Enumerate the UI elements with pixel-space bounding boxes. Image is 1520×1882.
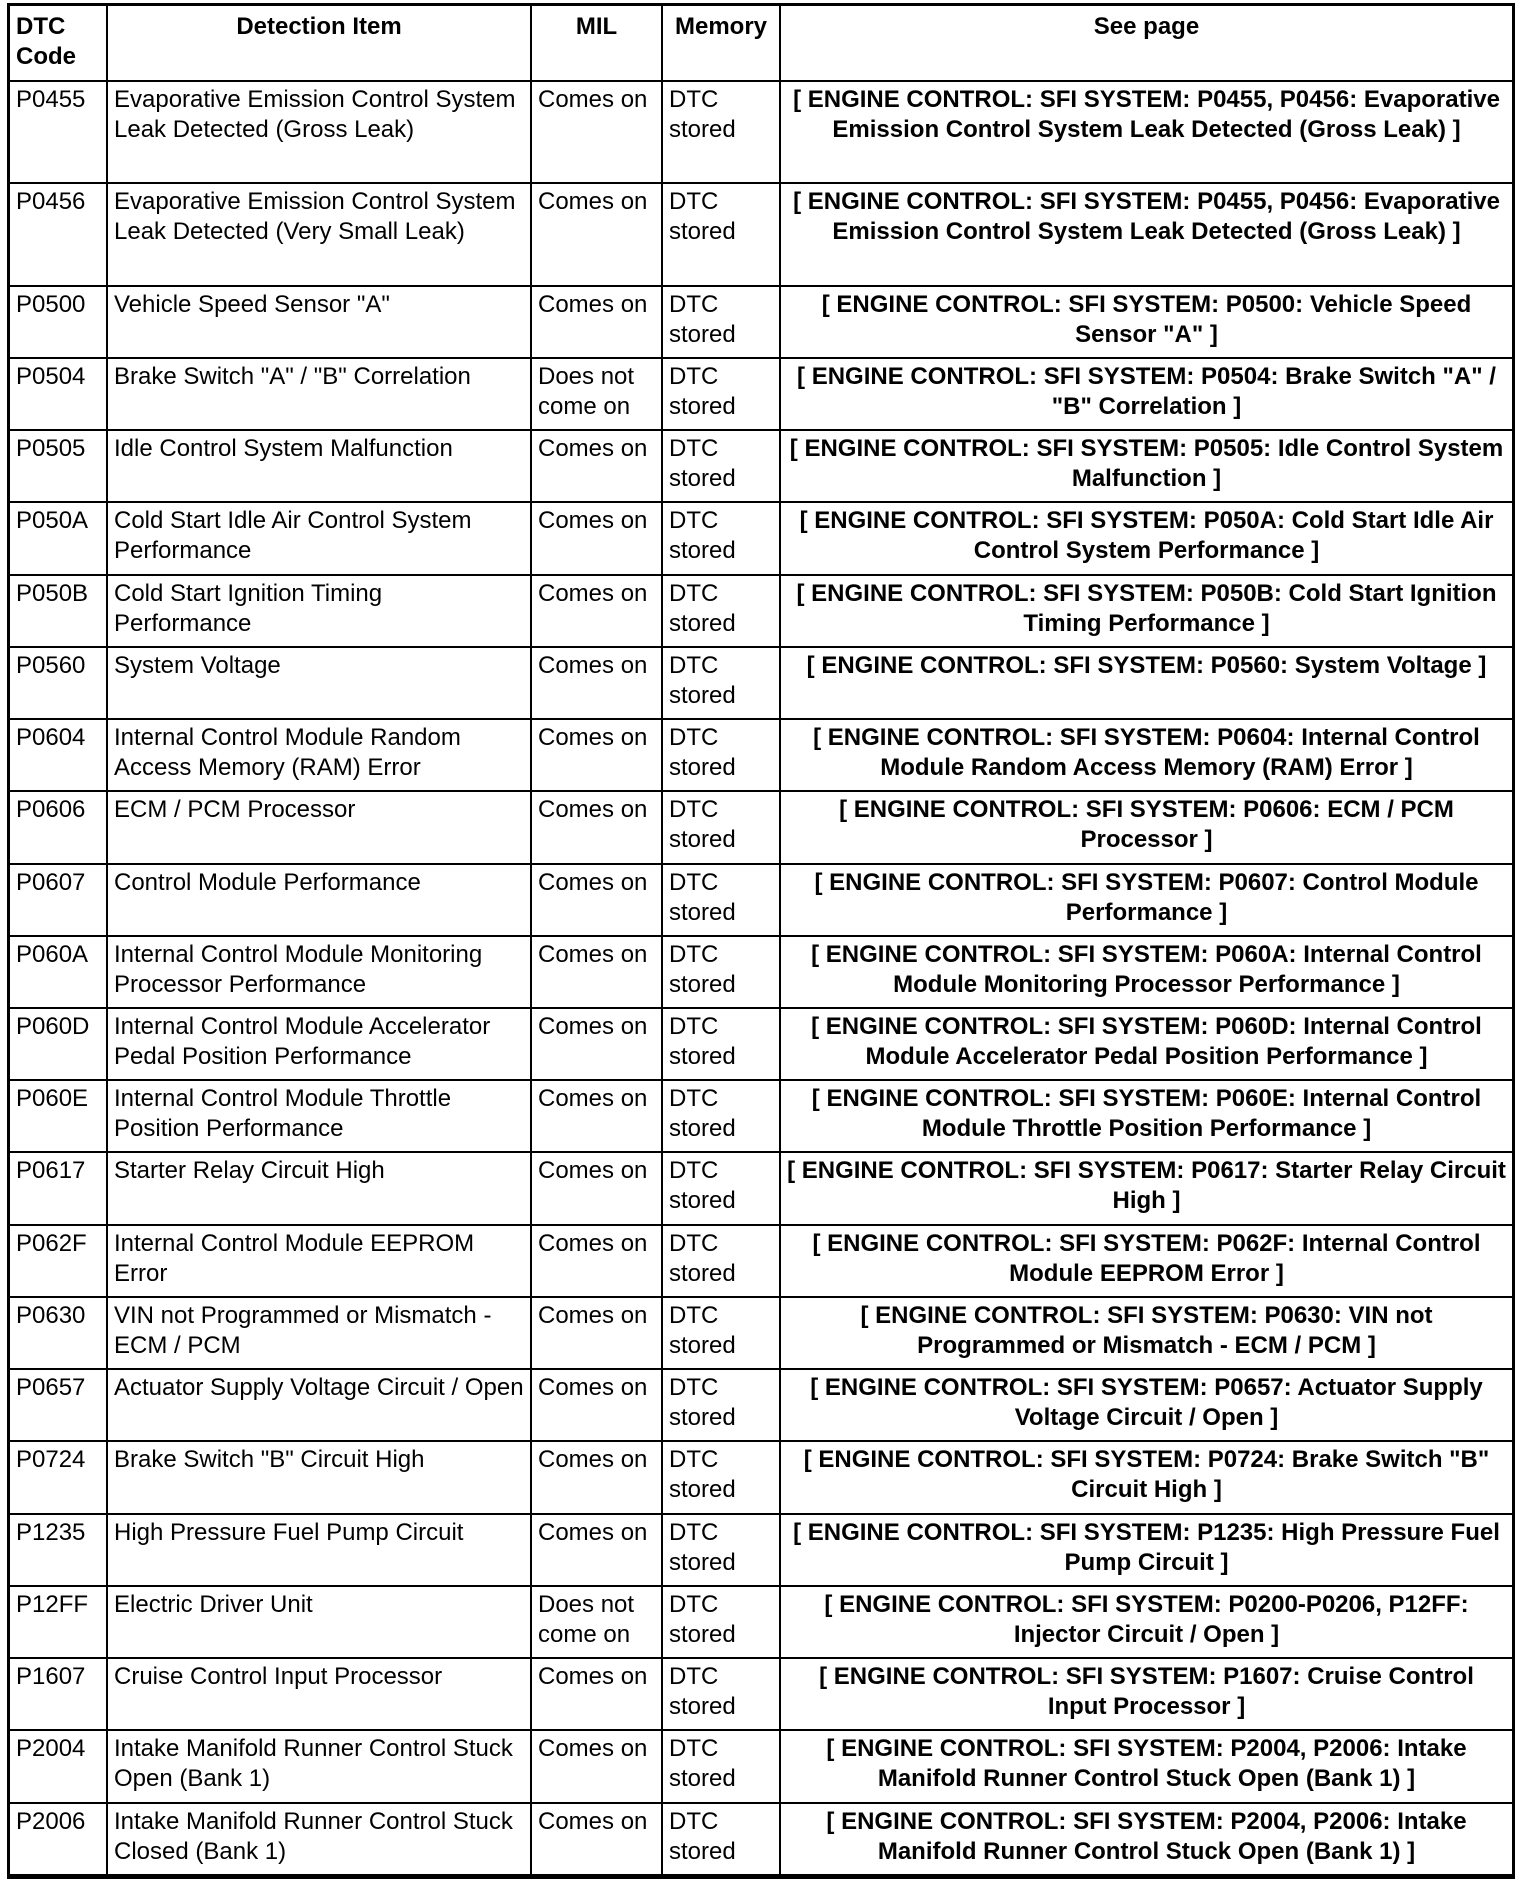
see-page-link[interactable]: [ ENGINE CONTROL: SFI SYSTEM: P0606: ECM / PCM Processor ] <box>780 791 1513 863</box>
table-row <box>9 791 1513 863</box>
see-page-link[interactable]: [ ENGINE CONTROL: SFI SYSTEM: P060D: Internal Control Module Accelerator Pedal Position Performance ] <box>780 1008 1513 1080</box>
table-row <box>9 1803 1513 1875</box>
mil-status-cell: Comes on <box>531 1441 662 1513</box>
table-row <box>9 864 1513 936</box>
dtc-code-cell: P0604 <box>9 719 107 791</box>
dtc-table <box>8 4 1514 1876</box>
see-page-link[interactable]: [ ENGINE CONTROL: SFI SYSTEM: P0200-P0206, P12FF: Injector Circuit / Open ] <box>780 1586 1513 1658</box>
table-row <box>9 286 1513 358</box>
table-row <box>9 502 1513 574</box>
memory-status-cell: DTC stored <box>662 1008 780 1080</box>
mil-status-cell: Comes on <box>531 791 662 863</box>
mil-status-cell: Comes on <box>531 1658 662 1730</box>
dtc-code-cell: P0456 <box>9 183 107 285</box>
mil-status-cell: Comes on <box>531 647 662 719</box>
memory-status-cell: DTC stored <box>662 1080 780 1152</box>
detection-item-cell: Vehicle Speed Sensor "A" <box>107 286 531 358</box>
dtc-code-cell: P1235 <box>9 1514 107 1586</box>
mil-status-cell: Comes on <box>531 1152 662 1224</box>
detection-item-cell: Actuator Supply Voltage Circuit / Open <box>107 1369 531 1441</box>
detection-item-cell: Intake Manifold Runner Control Stuck Closed (Bank 1) <box>107 1803 531 1875</box>
detection-item-cell: VIN not Programmed or Mismatch - ECM / PCM <box>107 1297 531 1369</box>
dtc-code-cell: P060E <box>9 1080 107 1152</box>
see-page-link[interactable]: [ ENGINE CONTROL: SFI SYSTEM: P050A: Cold Start Idle Air Control System Performance ] <box>780 502 1513 574</box>
detection-item-cell: Evaporative Emission Control System Leak Detected (Gross Leak) <box>107 81 531 183</box>
table-row <box>9 1586 1513 1658</box>
see-page-link[interactable]: [ ENGINE CONTROL: SFI SYSTEM: P1607: Cruise Control Input Processor ] <box>780 1658 1513 1730</box>
see-page-link[interactable]: [ ENGINE CONTROL: SFI SYSTEM: P0617: Starter Relay Circuit High ] <box>780 1152 1513 1224</box>
dtc-code-cell: P2004 <box>9 1730 107 1802</box>
memory-status-cell: DTC stored <box>662 1369 780 1441</box>
dtc-code-cell: P0630 <box>9 1297 107 1369</box>
mil-status-cell: Comes on <box>531 864 662 936</box>
see-page-link[interactable]: [ ENGINE CONTROL: SFI SYSTEM: P0455, P0456: Evaporative Emission Control System Leak Detected (Gross Leak) ] <box>780 81 1513 183</box>
see-page-link[interactable]: [ ENGINE CONTROL: SFI SYSTEM: P0630: VIN not Programmed or Mismatch - ECM / PCM ] <box>780 1297 1513 1369</box>
table-row <box>9 1080 1513 1152</box>
dtc-code-cell: P12FF <box>9 1586 107 1658</box>
table-row <box>9 430 1513 502</box>
memory-status-cell: DTC stored <box>662 286 780 358</box>
memory-status-cell: DTC stored <box>662 1586 780 1658</box>
mil-status-cell: Comes on <box>531 1369 662 1441</box>
dtc-code-cell: P2006 <box>9 1803 107 1875</box>
detection-item-cell: Idle Control System Malfunction <box>107 430 531 502</box>
detection-item-cell: Evaporative Emission Control System Leak Detected (Very Small Leak) <box>107 183 531 285</box>
detection-item-cell: Electric Driver Unit <box>107 1586 531 1658</box>
memory-status-cell: DTC stored <box>662 183 780 285</box>
table-row <box>9 719 1513 791</box>
mil-status-cell: Does not come on <box>531 358 662 430</box>
memory-status-cell: DTC stored <box>662 502 780 574</box>
dtc-code-cell: P0500 <box>9 286 107 358</box>
table-row <box>9 1514 1513 1586</box>
table-row <box>9 358 1513 430</box>
see-page-link[interactable]: [ ENGINE CONTROL: SFI SYSTEM: P0607: Control Module Performance ] <box>780 864 1513 936</box>
header-dtc-code: DTC Code <box>9 5 107 81</box>
memory-status-cell: DTC stored <box>662 430 780 502</box>
detection-item-cell: Internal Control Module Monitoring Processor Performance <box>107 936 531 1008</box>
dtc-code-cell: P050B <box>9 575 107 647</box>
table-row <box>9 1730 1513 1802</box>
see-page-link[interactable]: [ ENGINE CONTROL: SFI SYSTEM: P0657: Actuator Supply Voltage Circuit / Open ] <box>780 1369 1513 1441</box>
detection-item-cell: ECM / PCM Processor <box>107 791 531 863</box>
table-row <box>9 1008 1513 1080</box>
table-row <box>9 575 1513 647</box>
table-row <box>9 183 1513 285</box>
mil-status-cell: Comes on <box>531 183 662 285</box>
detection-item-cell: Internal Control Module EEPROM Error <box>107 1225 531 1297</box>
detection-item-cell: Brake Switch "A" / "B" Correlation <box>107 358 531 430</box>
dtc-code-cell: P060A <box>9 936 107 1008</box>
memory-status-cell: DTC stored <box>662 647 780 719</box>
see-page-link[interactable]: [ ENGINE CONTROL: SFI SYSTEM: P0724: Brake Switch "B" Circuit High ] <box>780 1441 1513 1513</box>
detection-item-cell: Starter Relay Circuit High <box>107 1152 531 1224</box>
table-row <box>9 936 1513 1008</box>
table-row <box>9 1225 1513 1297</box>
detection-item-cell: System Voltage <box>107 647 531 719</box>
mil-status-cell: Comes on <box>531 1803 662 1875</box>
see-page-link[interactable]: [ ENGINE CONTROL: SFI SYSTEM: P0500: Vehicle Speed Sensor "A" ] <box>780 286 1513 358</box>
table-row <box>9 1369 1513 1441</box>
mil-status-cell: Comes on <box>531 575 662 647</box>
see-page-link[interactable]: [ ENGINE CONTROL: SFI SYSTEM: P0455, P0456: Evaporative Emission Control System Leak Detected (Gross Leak) ] <box>780 183 1513 285</box>
mil-status-cell: Comes on <box>531 1297 662 1369</box>
memory-status-cell: DTC stored <box>662 719 780 791</box>
detection-item-cell: Cruise Control Input Processor <box>107 1658 531 1730</box>
dtc-code-cell: P0617 <box>9 1152 107 1224</box>
header-see-page: See page <box>780 5 1513 81</box>
see-page-link[interactable]: [ ENGINE CONTROL: SFI SYSTEM: P060A: Internal Control Module Monitoring Processor Performance ] <box>780 936 1513 1008</box>
see-page-link[interactable]: [ ENGINE CONTROL: SFI SYSTEM: P2004, P2006: Intake Manifold Runner Control Stuck Open (Bank 1) ] <box>780 1803 1513 1875</box>
mil-status-cell: Comes on <box>531 1225 662 1297</box>
mil-status-cell: Comes on <box>531 1080 662 1152</box>
dtc-code-cell: P0607 <box>9 864 107 936</box>
detection-item-cell: High Pressure Fuel Pump Circuit <box>107 1514 531 1586</box>
see-page-link[interactable]: [ ENGINE CONTROL: SFI SYSTEM: P0505: Idle Control System Malfunction ] <box>780 430 1513 502</box>
header-memory: Memory <box>662 5 780 81</box>
memory-status-cell: DTC stored <box>662 358 780 430</box>
header-row <box>9 5 1513 81</box>
memory-status-cell: DTC stored <box>662 1441 780 1513</box>
table-row <box>9 1152 1513 1224</box>
dtc-code-cell: P062F <box>9 1225 107 1297</box>
see-page-link[interactable]: [ ENGINE CONTROL: SFI SYSTEM: P060E: Internal Control Module Throttle Position Performance ] <box>780 1080 1513 1152</box>
mil-status-cell: Comes on <box>531 502 662 574</box>
detection-item-cell: Cold Start Idle Air Control System Performance <box>107 502 531 574</box>
detection-item-cell: Brake Switch "B" Circuit High <box>107 1441 531 1513</box>
table-row <box>9 1441 1513 1513</box>
memory-status-cell: DTC stored <box>662 1152 780 1224</box>
memory-status-cell: DTC stored <box>662 1514 780 1586</box>
dtc-code-cell: P060D <box>9 1008 107 1080</box>
dtc-table-body <box>9 81 1513 1875</box>
detection-item-cell: Intake Manifold Runner Control Stuck Open (Bank 1) <box>107 1730 531 1802</box>
dtc-code-cell: P0505 <box>9 430 107 502</box>
see-page-link[interactable]: [ ENGINE CONTROL: SFI SYSTEM: P062F: Internal Control Module EEPROM Error ] <box>780 1225 1513 1297</box>
header-mil: MIL <box>531 5 662 81</box>
detection-item-cell: Cold Start Ignition Timing Performance <box>107 575 531 647</box>
table-row <box>9 1658 1513 1730</box>
detection-item-cell: Control Module Performance <box>107 864 531 936</box>
memory-status-cell: DTC stored <box>662 1658 780 1730</box>
mil-status-cell: Comes on <box>531 430 662 502</box>
detection-item-cell: Internal Control Module Random Access Memory (RAM) Error <box>107 719 531 791</box>
see-page-link[interactable]: [ ENGINE CONTROL: SFI SYSTEM: P0604: Internal Control Module Random Access Memory (RAM) Error ] <box>780 719 1513 791</box>
memory-status-cell: DTC stored <box>662 791 780 863</box>
memory-status-cell: DTC stored <box>662 864 780 936</box>
table-row <box>9 81 1513 183</box>
memory-status-cell: DTC stored <box>662 1225 780 1297</box>
see-page-link[interactable]: [ ENGINE CONTROL: SFI SYSTEM: P2004, P2006: Intake Manifold Runner Control Stuck Open (Bank 1) ] <box>780 1730 1513 1802</box>
dtc-code-cell: P1607 <box>9 1658 107 1730</box>
memory-status-cell: DTC stored <box>662 575 780 647</box>
mil-status-cell: Comes on <box>531 936 662 1008</box>
detection-item-cell: Internal Control Module Throttle Position Performance <box>107 1080 531 1152</box>
dtc-code-cell: P0657 <box>9 1369 107 1441</box>
memory-status-cell: DTC stored <box>662 81 780 183</box>
dtc-code-cell: P0560 <box>9 647 107 719</box>
dtc-code-cell: P0504 <box>9 358 107 430</box>
memory-status-cell: DTC stored <box>662 1730 780 1802</box>
mil-status-cell: Comes on <box>531 286 662 358</box>
table-row <box>9 1297 1513 1369</box>
mil-status-cell: Comes on <box>531 1730 662 1802</box>
mil-status-cell: Comes on <box>531 81 662 183</box>
mil-status-cell: Comes on <box>531 1008 662 1080</box>
table-row <box>9 647 1513 719</box>
detection-item-cell: Internal Control Module Accelerator Pedal Position Performance <box>107 1008 531 1080</box>
dtc-code-cell: P050A <box>9 502 107 574</box>
see-page-link[interactable]: [ ENGINE CONTROL: SFI SYSTEM: P0504: Brake Switch "A" / "B" Correlation ] <box>780 358 1513 430</box>
header-detection-item: Detection Item <box>107 5 531 81</box>
memory-status-cell: DTC stored <box>662 1803 780 1875</box>
mil-status-cell: Comes on <box>531 1514 662 1586</box>
dtc-code-cell: P0455 <box>9 81 107 183</box>
mil-status-cell: Does not come on <box>531 1586 662 1658</box>
dtc-code-cell: P0606 <box>9 791 107 863</box>
see-page-link[interactable]: [ ENGINE CONTROL: SFI SYSTEM: P1235: High Pressure Fuel Pump Circuit ] <box>780 1514 1513 1586</box>
memory-status-cell: DTC stored <box>662 936 780 1008</box>
see-page-link[interactable]: [ ENGINE CONTROL: SFI SYSTEM: P050B: Cold Start Ignition Timing Performance ] <box>780 575 1513 647</box>
mil-status-cell: Comes on <box>531 719 662 791</box>
memory-status-cell: DTC stored <box>662 1297 780 1369</box>
dtc-code-cell: P0724 <box>9 1441 107 1513</box>
see-page-link[interactable]: [ ENGINE CONTROL: SFI SYSTEM: P0560: System Voltage ] <box>780 647 1513 719</box>
